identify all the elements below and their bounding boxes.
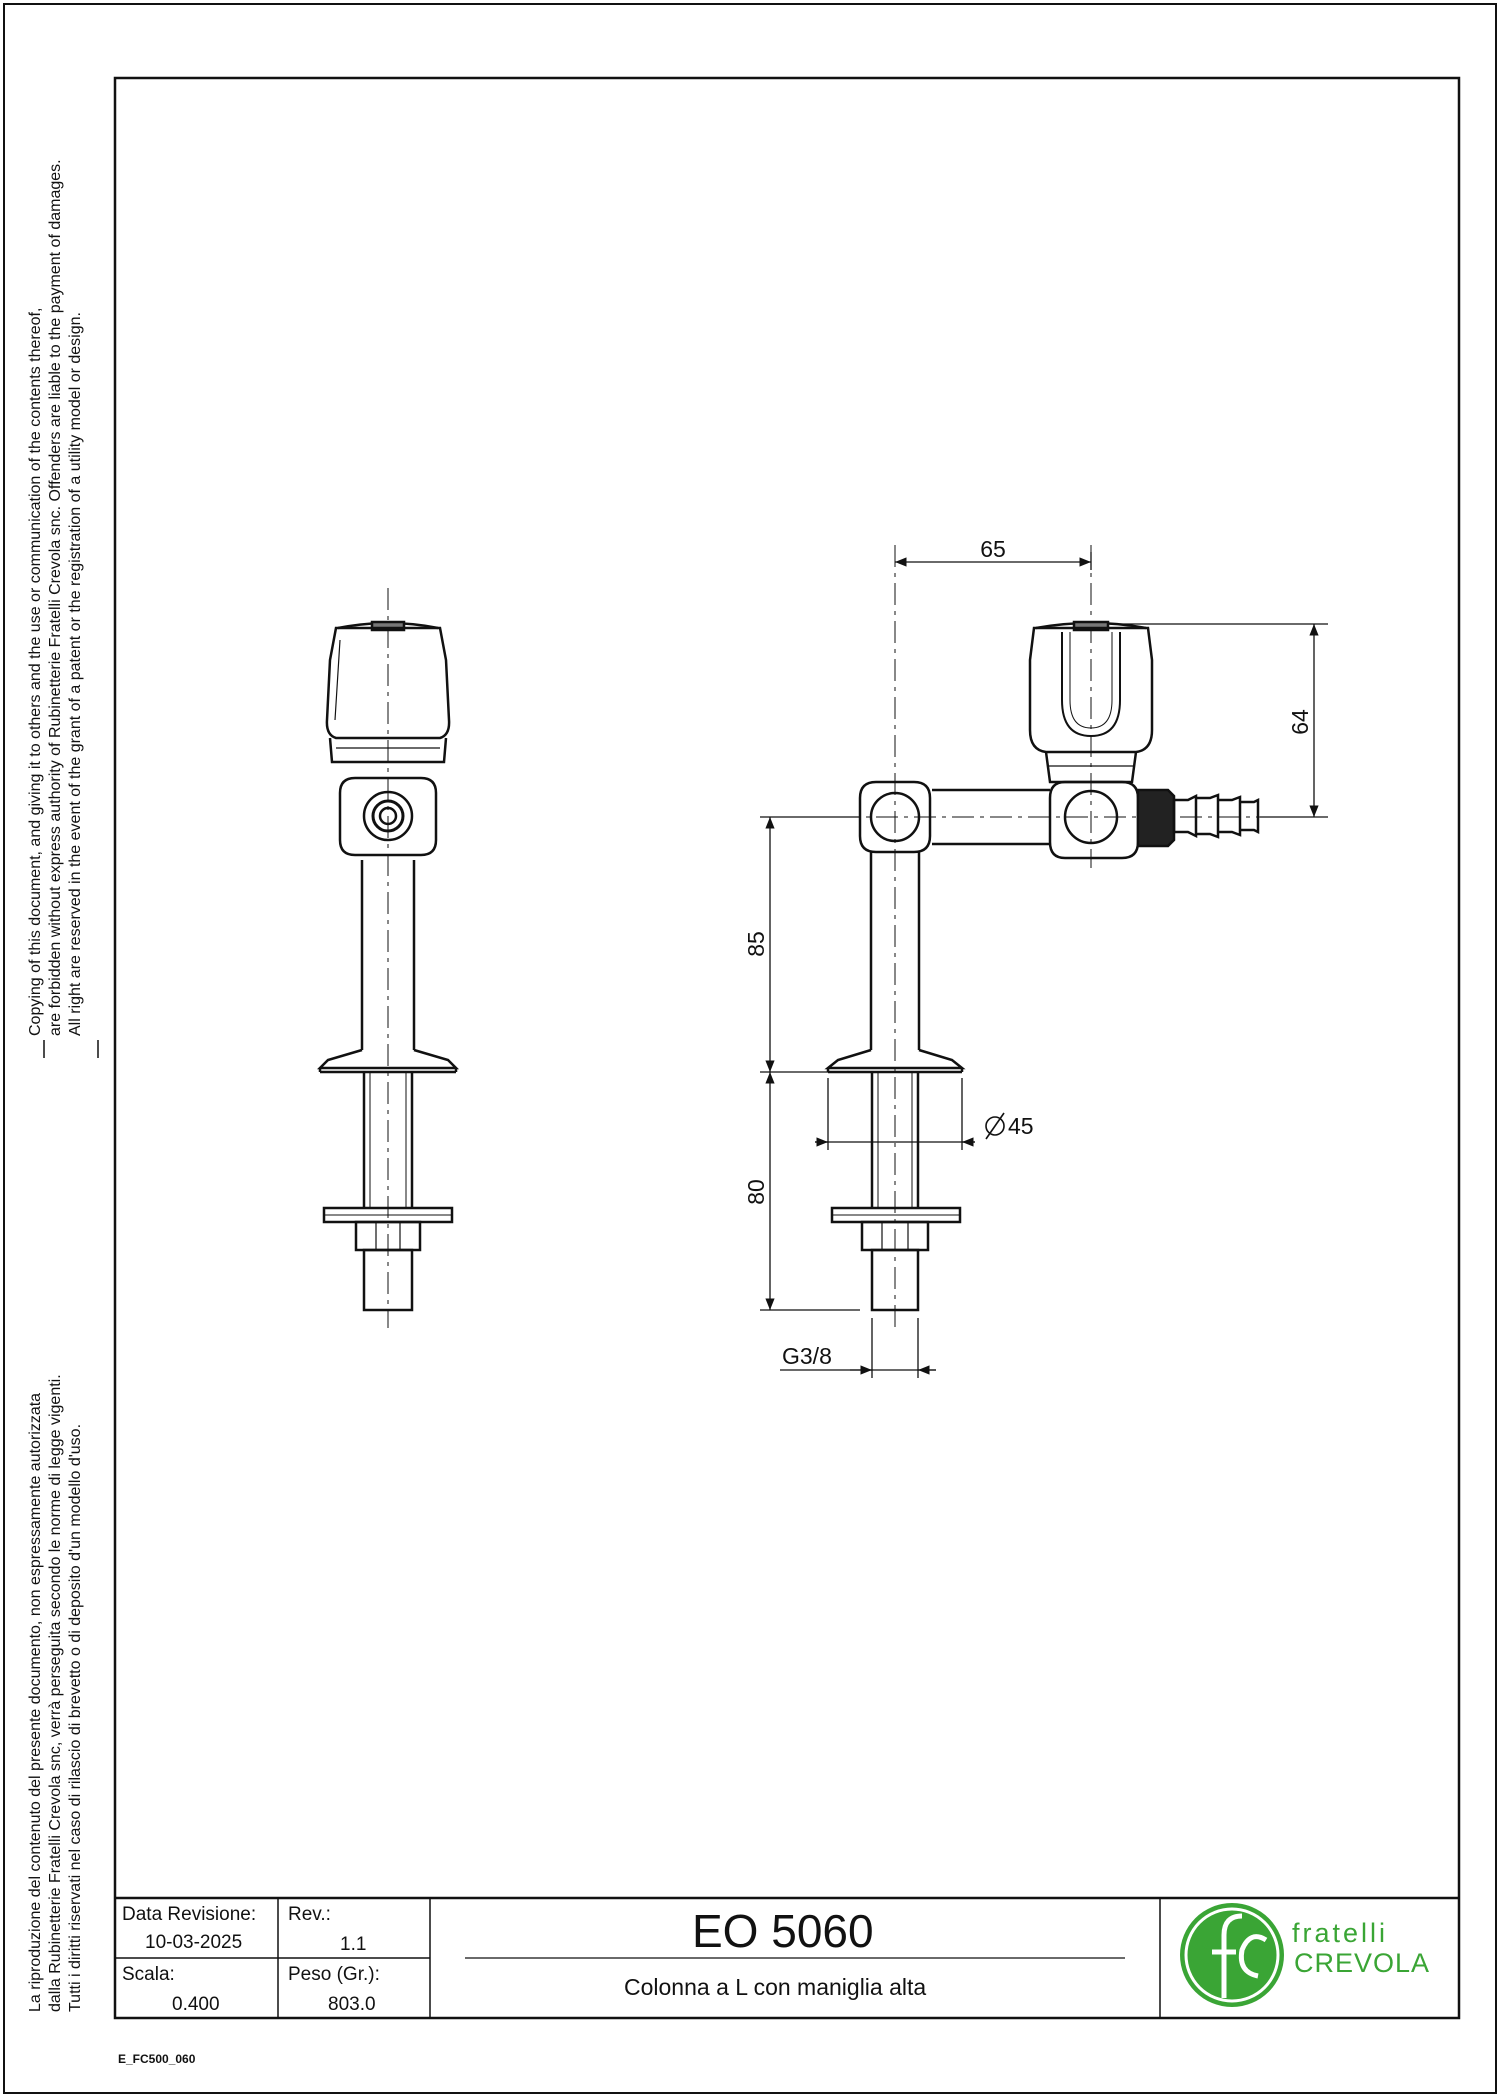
rev-label: Rev.: [288,1904,331,1925]
copyright-notice-en [26,159,86,1036]
revision-date-label: Data Revisione: [122,1904,257,1925]
weight-value: 803.0 [328,1994,376,2015]
logo-name-line2: CREVOLA [1294,1948,1431,1978]
notice-it-line: La riproduzione del contenuto del presente documento, non espressamente autorizzata [27,1392,44,2012]
dimension-labels [743,536,1313,1369]
hose-barb [1196,795,1218,837]
product-code: EO 5060 [692,1905,874,1957]
dim-80-label: 80 [743,1179,769,1205]
scale-value: 0.400 [172,1994,220,2015]
drawing-code: E_FC500_060 [118,2052,196,2066]
rev-value: 1.1 [340,1934,367,1955]
notice-en-line: are forbidden without express authority of Rubinetterie Fratelli Crevola snc. Offenders are liable to the payment of damages. [47,159,64,1036]
hose-barb [1174,796,1196,836]
outer-border [4,4,1496,2093]
product-description: Colonna a L con maniglia alta [624,1974,927,2000]
notice-it-line: Tutti i diritti riservati nel caso di rilascio di brevetto o di deposito d'un modello d'uso. [67,1423,84,2012]
side-handle-shading [335,640,340,720]
scale-label: Scala: [122,1964,175,1985]
dim-65-label: 65 [980,536,1006,562]
logo-name-line1: fratelli [1292,1918,1389,1948]
hose-barb [1240,800,1258,832]
dimension-lines [760,552,1328,1378]
notice-en-line: Copying of this document, and giving it to others and the use or communication of the contents thereof, [27,307,44,1036]
weight-label: Peso (Gr.): [288,1964,380,1985]
notice-it-line: dalla Rubinetterie Fratelli Crevola snc, verrà perseguita secondo le norme di legge vigenti. [47,1374,64,2012]
revision-date-value: 10-03-2025 [145,1932,243,1953]
dim-64-label: 64 [1287,709,1313,735]
drawing-frame [115,78,1459,2018]
front-handle-lever-slot [1062,632,1120,736]
notice-en-line: All right are reserved in the event of the grant of a patent or the registration of a utility model or design. [67,312,84,1036]
hose-nut [1138,790,1174,846]
side-view [320,588,456,1328]
dim-85-label: 85 [743,931,769,957]
front-view [800,545,1320,1328]
dim-g38-label: G3/8 [782,1343,832,1369]
front-valve-body [1050,782,1138,858]
dim-45-label: 45 [1008,1113,1034,1139]
hose-barb [1218,797,1240,835]
copyright-notice-it [26,1374,86,2012]
diameter-symbol-icon [986,1113,1004,1139]
company-logo [1180,1903,1284,2007]
